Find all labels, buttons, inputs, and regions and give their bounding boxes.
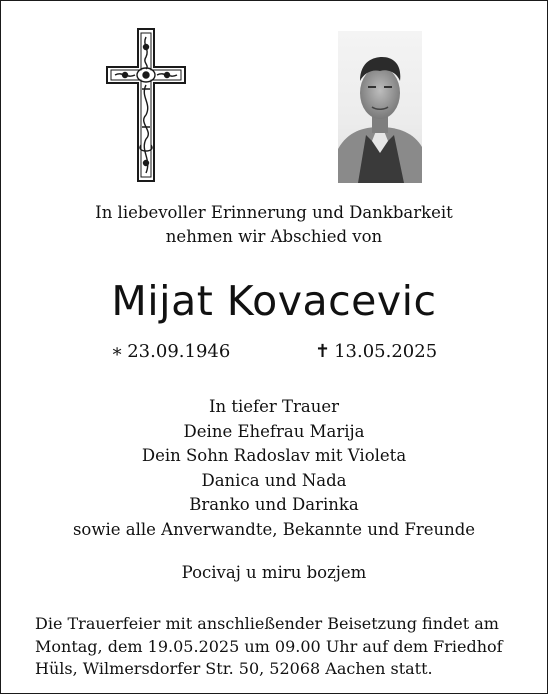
death-date-value: 13.05.2025 [334,341,438,362]
service-notice [35,613,535,681]
service-line: Die Trauerfeier mit anschließender Beisetzung findet am [35,614,499,633]
portrait-photo [338,31,422,183]
farewell-text: Pocivaj u miru bozjem [181,563,367,582]
death-cross-icon: ✝ [315,341,331,362]
mourner-line: sowie alle Anverwandte, Bekannte und Freunde [72,519,476,539]
service-line: Hüls, Wilmersdorfer Str. 50, 52068 Aachen statt. [35,659,433,678]
mourner-line: Dein Sohn Radoslav mit Violeta [141,446,407,465]
ornamental-cross-icon [105,27,187,183]
mourner-line: In tiefer Trauer [208,397,340,416]
life-dates [111,341,451,365]
death-date [315,341,437,362]
mourners-list [1,395,547,542]
birth-date-value: 23.09.1946 [127,341,231,362]
birth-date [111,341,230,362]
mourner-line: Branko und Darinka [189,495,359,514]
mourner-line: Deine Ehefrau Marija [183,421,365,441]
intro-text [1,201,547,249]
intro-line: nehmen wir Abschied von [165,227,383,246]
birth-star-icon: ∗ [111,341,124,362]
service-line: Montag, dem 19.05.2025 um 09.00 Uhr auf dem Friedhof [35,636,503,656]
deceased-name: Mijat Kovacevic [111,277,437,325]
intro-line: In liebevoller Erinnerung und Dankbarkeit [95,203,453,222]
mourner-line: Danica und Nada [201,470,347,490]
